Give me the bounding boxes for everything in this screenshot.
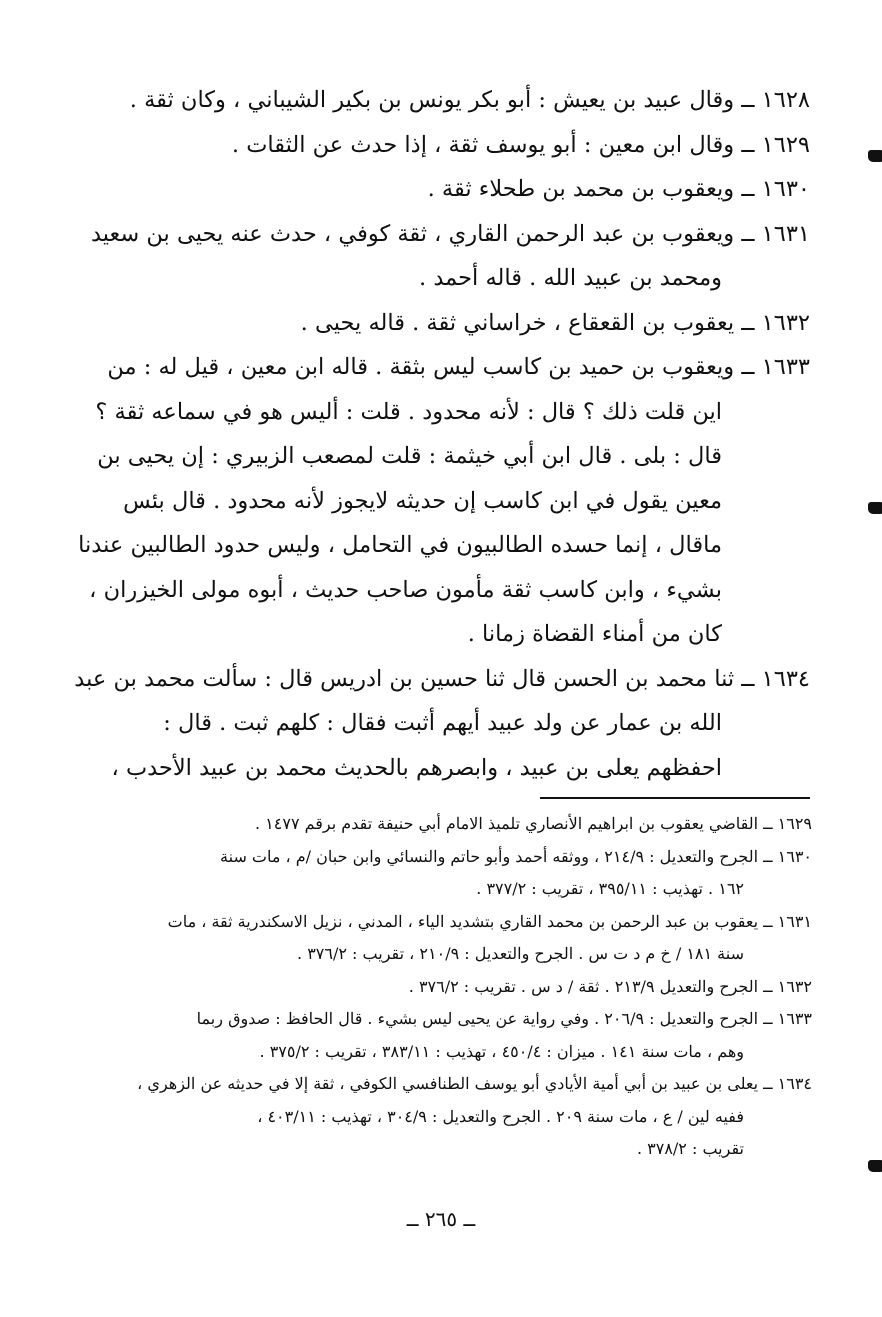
footnote-line: ففيه لين / ع ، مات سنة ٢٠٩ . الجرح والتعديل : ٣٠٤/٩ ، تهذيب : ٤٠٣/١١ ، bbox=[257, 1106, 744, 1126]
margin-mark-icon bbox=[868, 150, 882, 162]
entry-line: ١٦٣٠ ــ ويعقوب بن محمد بن طحلاء ثقة . bbox=[427, 176, 810, 202]
entry-line: الله بن عمار عن ولد عبيد أيهم أثبت فقال : كلهم ثبت . قال : bbox=[163, 710, 722, 736]
margin-mark-icon bbox=[868, 1160, 882, 1172]
entry-1633 bbox=[78, 345, 810, 657]
footnote-1631 bbox=[126, 906, 812, 971]
entry-line: قال : بلى . قال ابن أبي خيثمة : قلت لمصعب الزبيري : إن يحيى بن bbox=[97, 443, 722, 469]
entry-line: ماقال ، إنما حسده الطالبيون في التحامل ، وليس حدود الطالبين عندنا bbox=[78, 532, 722, 558]
entry-line: احفظهم يعلى بن عبيد ، وابصرهم بالحديث محمد بن عبيد الأحدب ، bbox=[111, 754, 722, 781]
entry-1628 bbox=[128, 78, 810, 123]
page-number: ــ ٢٦٥ ــ bbox=[406, 1207, 476, 1231]
entry-line: بشيء ، وابن كاسب ثقة مأمون صاحب حديث ، أبوه مولى الخيزران ، bbox=[89, 576, 722, 603]
entry-line: ١٦٣٣ ــ ويعقوب بن حميد بن كاسب ليس بثقة . قاله ابن معين ، قيل له : من bbox=[107, 354, 810, 380]
footnote-line: سنة ١٨١ / خ م د ت س . الجرح والتعديل : ٢١٠/٩ ، تقريب : ٣٧٦/٢ . bbox=[297, 944, 744, 963]
entry-line: معين يقول في ابن كاسب إن حديثه لايجوز لأنه محدود . قال بئس bbox=[123, 487, 722, 514]
entry-1634 bbox=[74, 657, 810, 791]
footnote-line: ١٦٣٠ ــ الجرح والتعديل : ٢١٤/٩ ، ووثقه أحمد وأبو حاتم والنسائي وابن حبان /م ، مات سنة bbox=[220, 846, 812, 866]
footnote-1632 bbox=[126, 971, 812, 1004]
footnotes bbox=[126, 808, 812, 1166]
entry-1632 bbox=[128, 301, 810, 346]
footnote-line: ١٦٣٤ ــ يعلى بن عبيد بن أبي أمية الأيادي أبو يوسف الطنافسي الكوفي ، ثقة إلا في حديثه عن الزهري ، bbox=[137, 1074, 812, 1093]
footnote-line: ١٦٢ . تهذيب : ٣٩٥/١١ ، تقريب : ٣٧٧/٢ . bbox=[476, 879, 744, 898]
entry-1630 bbox=[128, 167, 810, 212]
entry-line: ١٦٢٨ ــ وقال عبيد بن يعيش : أبو بكر يونس بن بكير الشيباني ، وكان ثقة . bbox=[129, 87, 810, 113]
footnote-line: تقريب : ٣٧٨/٢ . bbox=[636, 1139, 744, 1158]
entry-line: ١٦٣٤ ــ ثنا محمد بن الحسن قال ثنا حسين بن ادريس قال : سألت محمد بن عبد bbox=[74, 665, 810, 692]
footnote-line: ١٦٣٢ ــ الجرح والتعديل ٢١٣/٩ . ثقة / د س . تقريب : ٣٧٦/٢ . bbox=[408, 976, 812, 996]
footnote-1629 bbox=[126, 808, 812, 841]
entry-1631 bbox=[90, 212, 810, 301]
entry-line: ١٦٣٢ ــ يعقوب بن القعقاع ، خراساني ثقة . قاله يحيى . bbox=[300, 309, 810, 336]
entry-line: ومحمد بن عبيد الله . قاله أحمد . bbox=[419, 265, 722, 291]
entry-line: ١٦٣١ ــ ويعقوب بن عبد الرحمن القاري ، ثقة كوفي ، حدث عنه يحيى بن سعيد bbox=[90, 220, 810, 247]
footnote-line: ١٦٣٣ ــ الجرح والتعديل : ٢٠٦/٩ . وفي رواية عن يحيى ليس بشيء . قال الحافظ : صدوق ربما bbox=[196, 1009, 812, 1028]
margin-mark-icon bbox=[868, 502, 882, 514]
footnote-divider bbox=[540, 797, 810, 799]
entry-line: كان من أمناء القضاة زمانا . bbox=[467, 621, 722, 647]
entry-line: ١٦٢٩ ــ وقال ابن معين : أبو يوسف ثقة ، إذا حدث عن الثقات . bbox=[231, 131, 810, 158]
footnote-line: ١٦٢٩ ــ القاضي يعقوب بن ابراهيم الأنصاري تلميذ الامام أبي حنيفة تقدم برقم ١٤٧٧ . bbox=[255, 814, 812, 833]
footnote-1634 bbox=[126, 1068, 812, 1166]
entry-1629 bbox=[128, 123, 810, 168]
main-text bbox=[74, 78, 810, 790]
footnote-1630 bbox=[126, 841, 812, 906]
footnote-1633 bbox=[126, 1003, 812, 1068]
entry-line: اين قلت ذلك ؟ قال : لأنه محدود . قلت : أليس هو في سماعه ثقة ؟ bbox=[95, 398, 722, 425]
footnote-line: وهم ، مات سنة ١٤١ . ميزان : ٤٥٠/٤ ، تهذيب : ٣٨٣/١١ ، تقريب : ٣٧٥/٢ . bbox=[259, 1041, 744, 1061]
footnote-line: ١٦٣١ ــ يعقوب بن عبد الرحمن بن محمد القاري بتشديد الياء ، المدني ، نزيل الاسكندرية ثقة ، مات bbox=[167, 911, 812, 931]
